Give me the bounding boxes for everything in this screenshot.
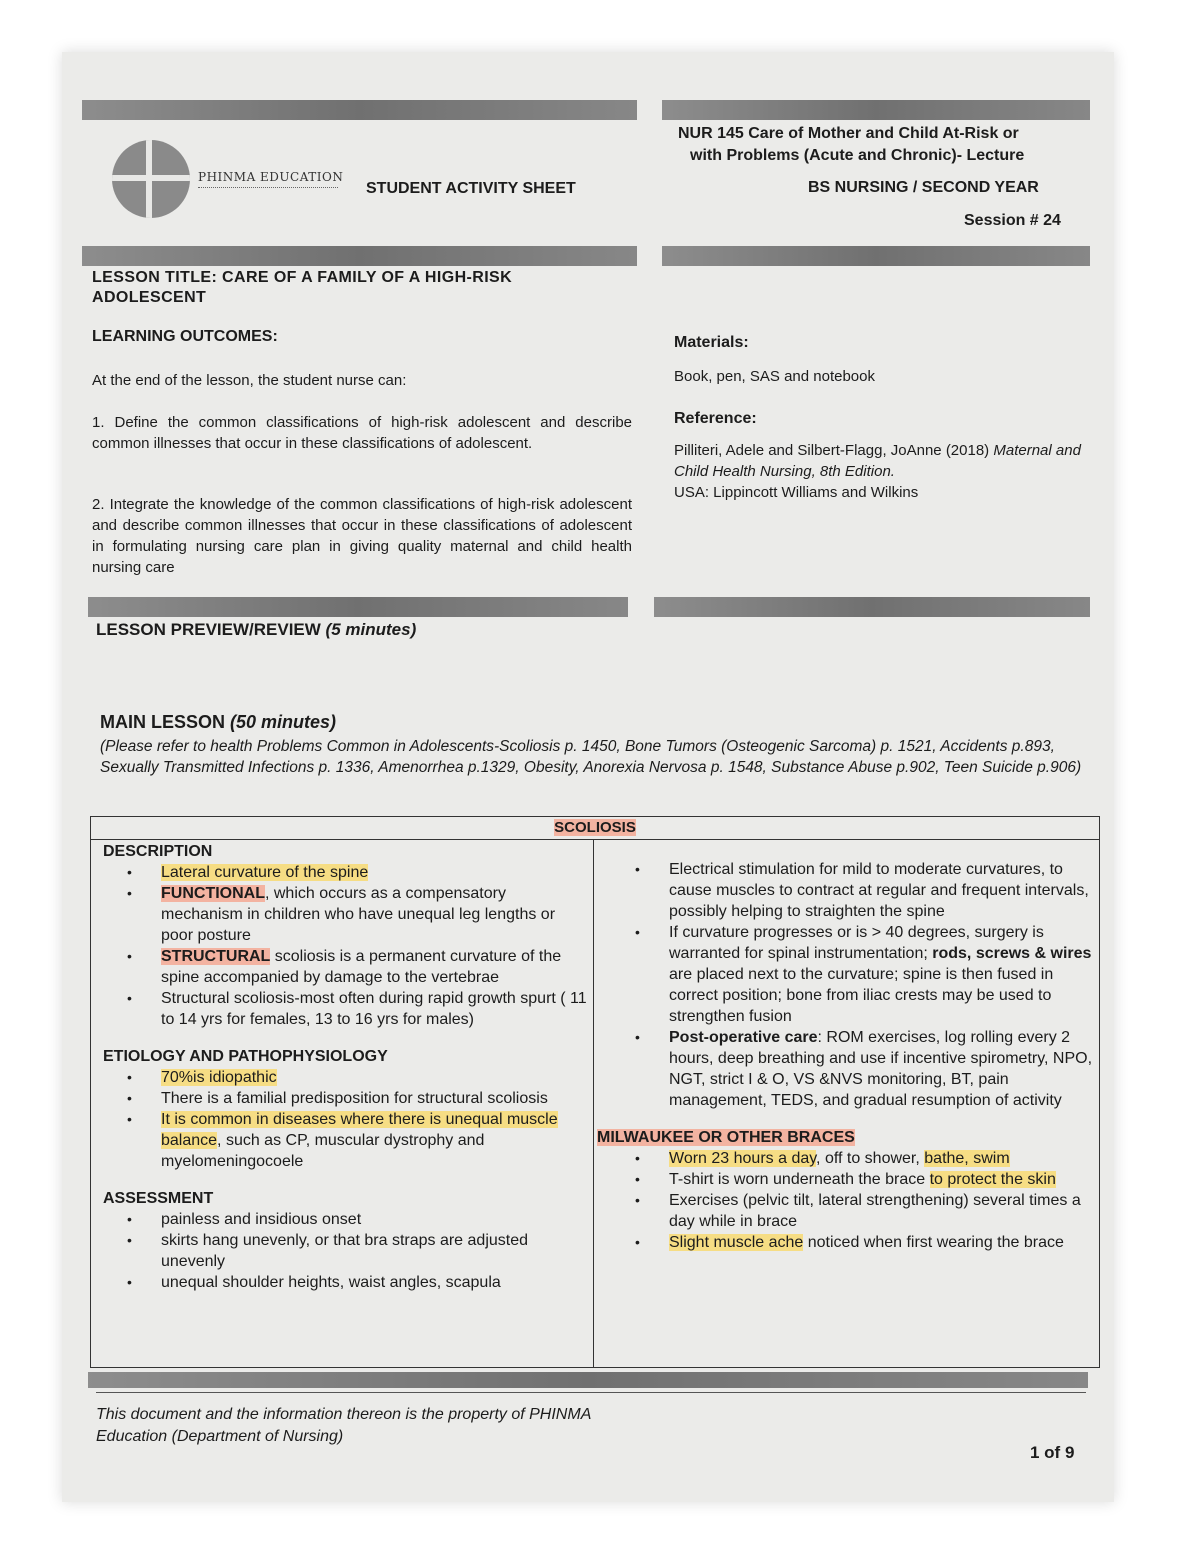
treatment-list [597,859,1097,1111]
reference-text: Pilliteri, Adele and Silbert-Flagg, JoAnne (2018) Maternal and Child Health Nursing, 8th Edition. USA: Lippincott Williams and Wilkins [674,442,1081,501]
reference-heading: Reference: [674,410,757,427]
list-item: • Electrical stimulation for mild to moderate curvatures, to cause muscles to contract at regular and frequent intervals, possibly helping to straighten the spine [669,859,1097,922]
course-title-line2: with Problems (Acute and Chronic)- Lecture [690,147,1025,164]
list-item: • It is common in diseases where there is unequal muscle balance, such as CP, muscular dystrophy and myelomeningocoele [161,1109,591,1172]
header-bar-left [82,100,637,120]
header-bar-right [662,100,1090,120]
description-list [91,862,591,1030]
main-lesson-note: (Please refer to health Problems Common in Adolescents-Scoliosis p. 1450, Bone Tumors (Osteogenic Sarcoma) p. 1521, Accidents p.893, Sexually Transmitted Infections p. 1336, Amenorrhea p.1329, Obesity, Anorexia Nervosa p. 1548, Substance Abuse p.902, Teen Suicide p.906) [100,738,1082,776]
learning-outcomes-heading: LEARNING OUTCOMES: [92,328,278,345]
section-bar-right [662,246,1090,266]
list-item: • unequal shoulder heights, waist angles, scapula [161,1272,591,1293]
course-title-line1: NUR 145 Care of Mother and Child At-Risk or [678,125,1019,142]
list-item: • 70%is idiopathic [161,1067,591,1088]
section-bar-left [82,246,637,266]
etiology-list [91,1067,591,1172]
list-item: • If curvature progresses or is > 40 degrees, surgery is warranted for spinal instrumentation; rods, screws & wires are placed next to the curvature; spine is then fused in correct position; bone from iliac crests may be used to strengthen fusion [669,922,1097,1027]
outcome-1: 1. Define the common classifications of high-risk adolescent and describe common illnesses that occur in these classifications of adolescent. [92,414,632,452]
lesson-preview-heading: LESSON PREVIEW/REVIEW (5 minutes) [96,620,417,639]
sheet-title: STUDENT ACTIVITY SHEET [366,180,576,197]
page-number: 1 of 9 [1030,1443,1075,1462]
materials-text: Book, pen, SAS and notebook [674,368,875,385]
braces-list [597,1148,1097,1253]
list-item: • T-shirt is worn underneath the brace to protect the skin [669,1169,1097,1190]
list-item: • There is a familial predisposition for structural scoliosis [161,1088,591,1109]
scoliosis-table [90,816,1100,1368]
etiology-heading: ETIOLOGY AND PATHOPHYSIOLOGY [103,1048,388,1065]
lesson-title: LESSON TITLE: CARE OF A FAMILY OF A HIGH-RISK ADOLESCENT [92,269,513,306]
outcome-2: 2. Integrate the knowledge of the common classifications of high-risk adolescent and describe common illnesses that occur in these classifications of adolescent in formulating nursing care plan in giving quality maternal and child health nursing care [92,496,632,576]
preview-bar-right [654,597,1090,617]
list-item: • Lateral curvature of the spine [161,862,591,883]
footer-bar [88,1372,1088,1388]
footer-rule [96,1392,1086,1393]
list-item: • FUNCTIONAL, which occurs as a compensatory mechanism in children who have unequal leg lengths or poor posture [161,883,591,946]
brand-name: PHINMA EDUCATION [198,170,344,184]
table-title: SCOLIOSIS [91,817,1099,840]
program-year: BS NURSING / SECOND YEAR [808,179,1039,196]
outcomes-intro: At the end of the lesson, the student nurse can: [92,372,407,389]
list-item: • painless and insidious onset [161,1209,591,1230]
main-lesson-heading: MAIN LESSON (50 minutes) [100,712,337,732]
footer-note: This document and the information thereon is the property of PHINMA Education (Department of Nursing) [96,1406,592,1445]
list-item: • Exercises (pelvic tilt, lateral strengthening) several times a day while in brace [669,1190,1097,1232]
assessment-list [91,1209,591,1293]
session-number: Session # 24 [964,212,1061,229]
assessment-heading: ASSESSMENT [103,1190,214,1207]
braces-heading: MILWAUKEE OR OTHER BRACES [597,1129,855,1146]
description-heading: DESCRIPTION [103,843,213,860]
list-item: • Worn 23 hours a day, off to shower, bathe, swim [669,1148,1097,1169]
list-item: • Slight muscle ache noticed when first wearing the brace [669,1232,1097,1253]
left-column [91,841,591,1367]
list-item: • STRUCTURAL scoliosis is a permanent curvature of the spine accompanied by damage to the vertebrae [161,946,591,988]
brand-tagline-line [198,187,338,192]
phinma-logo-icon [112,140,190,218]
list-item: • skirts hang unevenly, or that bra straps are adjusted unevenly [161,1230,591,1272]
list-item: • Structural scoliosis-most often during rapid growth spurt ( 11 to 14 yrs for females, 13 to 16 yrs for males) [161,988,591,1030]
preview-bar-left [88,597,628,617]
materials-heading: Materials: [674,334,749,351]
right-column [597,859,1097,1367]
list-item: • Post-operative care: ROM exercises, log rolling every 2 hours, deep breathing and use if incentive spirometry, NPO, NGT, strict I & O, VS &NVS monitoring, BT, pain management, TEDS, and gradual resumption of activity [669,1027,1097,1111]
